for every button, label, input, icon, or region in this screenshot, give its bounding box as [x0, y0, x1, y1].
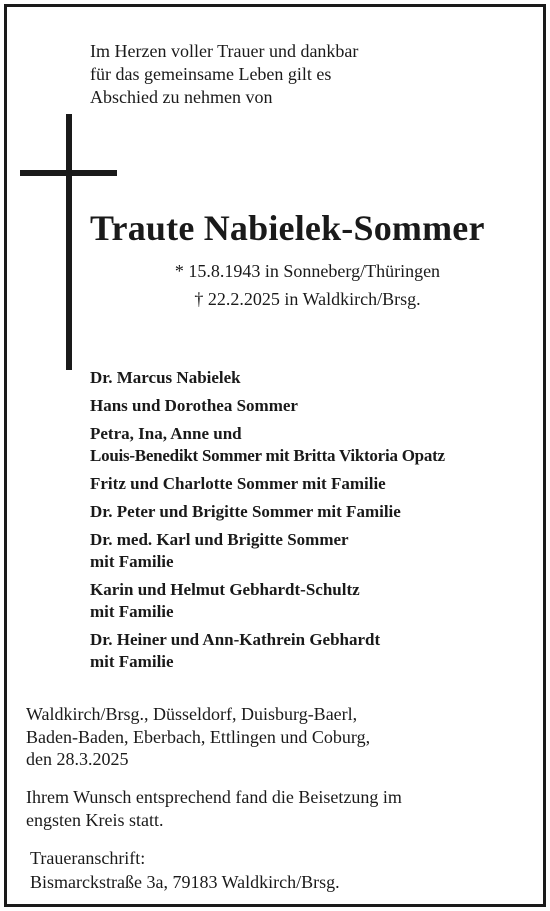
- birth-date: * 15.8.1943 in Sonneberg/Thüringen: [174, 261, 441, 281]
- places-line: Waldkirch/Brsg., Düsseldorf, Duisburg-Baerl,: [26, 704, 358, 724]
- burial-note: [26, 786, 402, 832]
- intro-line: Abschied zu nehmen von: [90, 87, 273, 107]
- mourner-line: Louis-Benedikt Sommer mit Britta Viktoria Opatz: [90, 446, 445, 465]
- mourner-entry: [90, 579, 445, 623]
- places-and-date: [26, 703, 370, 771]
- mourner-line: Dr. Heiner und Ann-Kathrein Gebhardt: [90, 630, 381, 649]
- cross-horizontal-bar: [20, 170, 117, 176]
- mourner-line: Fritz und Charlotte Sommer mit Familie: [90, 474, 386, 493]
- mourner-line: mit Familie: [90, 652, 174, 671]
- address-label: Traueranschrift:: [30, 848, 146, 868]
- mourner-entry: [90, 395, 445, 417]
- cross-vertical-bar: [66, 114, 72, 370]
- mourner-line: mit Familie: [90, 602, 174, 621]
- death-date: † 22.2.2025 in Waldkirch/Brsg.: [194, 289, 421, 309]
- burial-note-line: Ihrem Wunsch entsprechend fand die Beisetzung im: [26, 787, 402, 807]
- mourners-list: [90, 367, 445, 679]
- mourner-line: Dr. Marcus Nabielek: [90, 368, 241, 387]
- mourner-entry: [90, 501, 445, 523]
- mourner-line: Hans und Dorothea Sommer: [90, 396, 298, 415]
- intro-text: [90, 40, 358, 109]
- notice-date: den 28.3.2025: [26, 749, 129, 769]
- deceased-name: Traute Nabielek-Sommer: [90, 208, 485, 248]
- mourner-entry: [90, 367, 445, 389]
- mourner-entry: [90, 629, 445, 673]
- mourner-line: Dr. med. Karl und Brigitte Sommer: [90, 530, 349, 549]
- intro-line: Im Herzen voller Trauer und dankbar: [90, 41, 359, 61]
- mourner-entry: [90, 473, 445, 495]
- intro-line: für das gemeinsame Leben gilt es: [90, 64, 332, 84]
- mourner-entry: [90, 529, 445, 573]
- mourner-line: Karin und Helmut Gebhardt-Schultz: [90, 580, 360, 599]
- mourner-entry: [90, 423, 445, 467]
- mourner-line: Dr. Peter und Brigitte Sommer mit Familie: [90, 502, 401, 521]
- places-line: Baden-Baden, Eberbach, Ettlingen und Coburg,: [26, 726, 371, 747]
- address-value: Bismarckstraße 3a, 79183 Waldkirch/Brsg.: [30, 872, 340, 892]
- mourner-line: Petra, Ina, Anne und: [90, 424, 242, 443]
- mourner-line: mit Familie: [90, 552, 174, 571]
- mourning-address: [30, 846, 340, 894]
- burial-note-line: engsten Kreis statt.: [26, 810, 164, 830]
